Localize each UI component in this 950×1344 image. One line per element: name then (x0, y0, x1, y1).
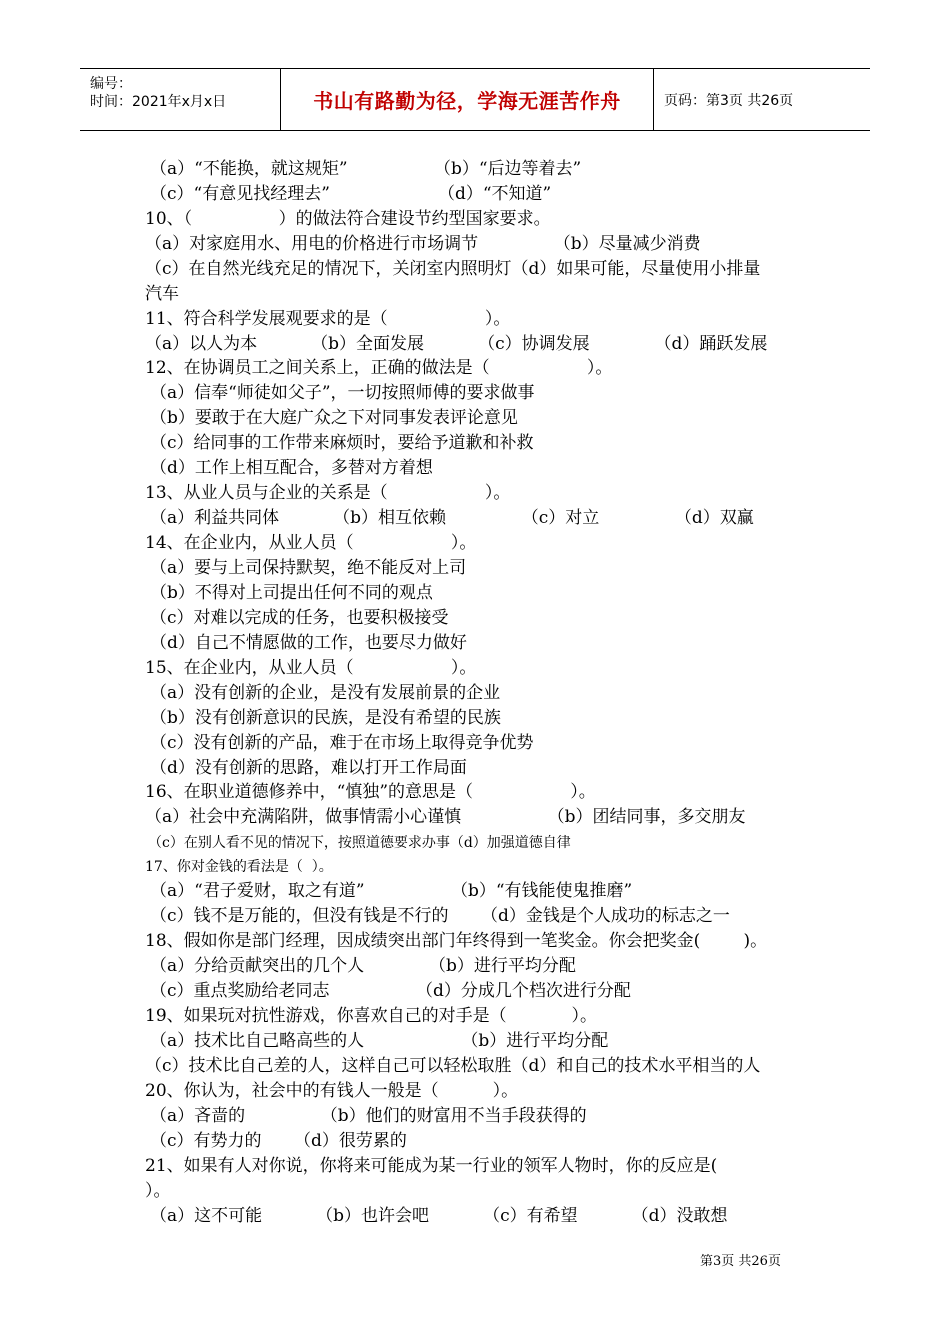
text-line: （c）钱不是万能的，但没有钱是不行的 （d）金钱是个人成功的标志之一 (150, 906, 730, 926)
text-line: （c）重点奖励给老同志 （d）分成几个档次进行分配 (150, 981, 631, 1001)
text-line: 18、假如你是部门经理，因成绩突出部门年终得到一笔奖金。你会把奖金( )。 (145, 931, 768, 951)
text-line: 19、如果玩对抗性游戏，你喜欢自己的对手是（ ）。 (145, 1006, 597, 1026)
text-line: （c）在别人看不见的情况下，按照道德要求办事（d）加强道德自律 (148, 835, 571, 851)
document-date: 时间：2021年x月x日 (90, 94, 227, 110)
header-page-cell (654, 69, 870, 130)
text-line: （c）没有创新的产品，难于在市场上取得竞争优势 (150, 733, 534, 753)
text-line: （a）“君子爱财，取之有道” （b）“有钱能使鬼推磨” (150, 881, 633, 901)
text-line: 汽车 (145, 284, 179, 304)
text-line: （a）利益共同体 （b）相互依赖 （c）对立 （d）双赢 (150, 508, 754, 528)
text-line: （a）分给贡献突出的几个人 （b）进行平均分配 (150, 956, 576, 976)
text-line: 21、如果有人对你说，你将来可能成为某一行业的领军人物时，你的反应是( (145, 1156, 718, 1176)
text-line: 15、在企业内，从业人员（ ）。 (145, 658, 477, 678)
text-line: 20、你认为，社会中的有钱人一般是（ ）。 (145, 1081, 519, 1101)
text-line: 12、在协调员工之间关系上，正确的做法是（ ）。 (145, 358, 613, 378)
motto: 书山有路勤为径，学海无涯苦作舟 (313, 89, 621, 113)
text-line: 17、你对金钱的看法是（ ）。 (145, 859, 333, 875)
text-line: （c）技术比自己差的人，这样自己可以轻松取胜（d）和自己的技术水平相当的人 (145, 1056, 761, 1076)
text-line: （a）对家庭用水、用电的价格进行市场调节 （b）尽量减少消费 (145, 234, 701, 254)
text-line: （b）不得对上司提出任何不同的观点 (150, 583, 433, 603)
text-line: 11、符合科学发展观要求的是（ ）。 (145, 309, 511, 329)
document-number-label: 编号： (90, 76, 132, 92)
text-line: 13、从业人员与企业的关系是（ ）。 (145, 483, 511, 503)
header-motto-cell (281, 69, 654, 130)
text-line: （a）“不能换，就这规矩” （b）“后边等着去” (150, 159, 582, 179)
text-line: （a）这不可能 （b）也许会吧 （c）有希望 （d）没敢想 (150, 1206, 728, 1226)
document-header (80, 68, 870, 131)
text-line: （a）信奉“师徒如父子”，一切按照师傅的要求做事 (150, 383, 535, 403)
text-line: ）。 (145, 1181, 171, 1201)
text-line: （c）“有意见找经理去” （d）“不知道” (150, 184, 552, 204)
text-line: （a）社会中充满陷阱，做事情需小心谨慎 （b）团结同事，多交朋友 (145, 807, 746, 827)
text-line: 16、在职业道德修养中，“慎独”的意思是（ ）。 (145, 782, 596, 802)
page-footer: 第3页 共26页 (700, 1254, 781, 1269)
text-line: （d）自己不情愿做的工作，也要尽力做好 (150, 633, 467, 653)
text-line: （a）没有创新的企业，是没有发展前景的企业 (150, 683, 501, 703)
header-page-number: 页码：第3页 共26页 (664, 92, 794, 109)
text-line: （c）有势力的 （d）很劳累的 (150, 1131, 407, 1151)
text-line: （a）技术比自己略高些的人 （b）进行平均分配 (150, 1031, 609, 1051)
header-meta (80, 69, 281, 130)
text-line: （d）没有创新的思路，难以打开工作局面 (150, 758, 467, 778)
text-line: （b）没有创新意识的民族，是没有希望的民族 (150, 708, 501, 728)
text-line: （a）吝啬的 （b）他们的财富用不当手段获得的 (150, 1106, 587, 1126)
text-line: （b）要敢于在大庭广众之下对同事发表评论意见 (150, 408, 518, 428)
text-line: 14、在企业内，从业人员（ ）。 (145, 533, 477, 553)
text-line: （c）给同事的工作带来麻烦时，要给予道歉和补救 (150, 433, 534, 453)
text-line: 10、（ ）的做法符合建设节约型国家要求。 (145, 209, 551, 229)
text-line: （d）工作上相互配合，多替对方着想 (150, 458, 433, 478)
text-line: （a）要与上司保持默契，绝不能反对上司 (150, 558, 467, 578)
text-line: （a）以人为本 （b）全面发展 （c）协调发展 （d）踊跃发展 (145, 334, 768, 354)
text-line: （c）对难以完成的任务，也要积极接受 (150, 608, 449, 628)
text-line: （c）在自然光线充足的情况下，关闭室内照明灯（d）如果可能，尽量使用小排量 (145, 259, 761, 279)
